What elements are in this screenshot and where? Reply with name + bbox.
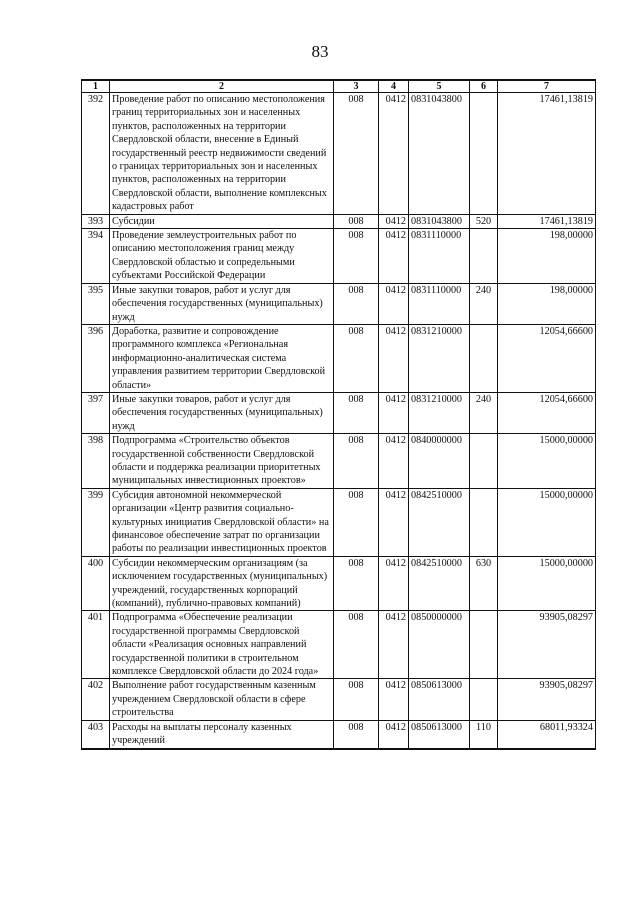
row-target-code: 0831043800 xyxy=(409,93,470,215)
row-name: Субсидии xyxy=(110,214,334,228)
row-target-code: 0842510000 xyxy=(409,556,470,611)
row-section-code: 0412 xyxy=(379,229,409,284)
row-ministry-code: 008 xyxy=(334,93,379,215)
table-row xyxy=(82,488,596,556)
row-expense-type xyxy=(470,611,498,679)
row-number: 401 xyxy=(82,611,110,679)
row-section-code: 0412 xyxy=(379,679,409,720)
row-number: 393 xyxy=(82,214,110,228)
row-name: Проведение работ по описанию местоположения границ территориальных зон и населенных пунктов, расположенных на территории Свердловской области, внесение в Единый государственный реестр недвижимости сведений о границах территориальных зон и населенных пунктов, расположенных на территории Свердловской области, выполнение комплексных кадастровых работ xyxy=(110,93,334,215)
row-amount: 198,00000 xyxy=(498,283,596,324)
row-number: 399 xyxy=(82,488,110,556)
row-ministry-code: 008 xyxy=(334,556,379,611)
row-target-code: 0831210000 xyxy=(409,324,470,392)
row-target-code: 0850613000 xyxy=(409,720,470,748)
row-ministry-code: 008 xyxy=(334,392,379,433)
row-target-code: 0831043800 xyxy=(409,214,470,228)
row-amount: 17461,13819 xyxy=(498,214,596,228)
table-row xyxy=(82,556,596,611)
row-section-code: 0412 xyxy=(379,488,409,556)
row-ministry-code: 008 xyxy=(334,229,379,284)
row-amount: 12054,66600 xyxy=(498,324,596,392)
row-number: 403 xyxy=(82,720,110,748)
row-target-code: 0831210000 xyxy=(409,392,470,433)
table-row xyxy=(82,611,596,679)
row-target-code: 0842510000 xyxy=(409,488,470,556)
table-row xyxy=(82,679,596,720)
page-number: 83 xyxy=(311,42,329,61)
row-target-code: 0850000000 xyxy=(409,611,470,679)
row-expense-type xyxy=(470,679,498,720)
row-section-code: 0412 xyxy=(379,214,409,228)
row-section-code: 0412 xyxy=(379,93,409,215)
row-name: Доработка, развитие и сопровождение программного комплекса «Региональная информационно-аналитическая система управления развитием территории Свердловской области» xyxy=(110,324,334,392)
row-target-code: 0831110000 xyxy=(409,229,470,284)
row-amount: 17461,13819 xyxy=(498,93,596,215)
table-row xyxy=(82,229,596,284)
row-ministry-code: 008 xyxy=(334,214,379,228)
row-ministry-code: 008 xyxy=(334,434,379,489)
row-name: Расходы на выплаты персоналу казенных учреждений xyxy=(110,720,334,748)
budget-table xyxy=(81,79,596,750)
row-expense-type: 240 xyxy=(470,392,498,433)
row-amount: 68011,93324 xyxy=(498,720,596,748)
row-number: 396 xyxy=(82,324,110,392)
table-row xyxy=(82,283,596,324)
row-section-code: 0412 xyxy=(379,434,409,489)
row-expense-type: 630 xyxy=(470,556,498,611)
row-number: 400 xyxy=(82,556,110,611)
row-expense-type xyxy=(470,434,498,489)
row-expense-type: 110 xyxy=(470,720,498,748)
row-number: 402 xyxy=(82,679,110,720)
row-ministry-code: 008 xyxy=(334,679,379,720)
table-row xyxy=(82,214,596,228)
row-expense-type xyxy=(470,324,498,392)
header-col-3: 3 xyxy=(334,80,379,93)
row-ministry-code: 008 xyxy=(334,488,379,556)
row-section-code: 0412 xyxy=(379,720,409,748)
row-expense-type xyxy=(470,488,498,556)
row-section-code: 0412 xyxy=(379,324,409,392)
table-row xyxy=(82,392,596,433)
header-col-7: 7 xyxy=(498,80,596,93)
row-ministry-code: 008 xyxy=(334,324,379,392)
header-row xyxy=(82,80,596,93)
row-expense-type xyxy=(470,93,498,215)
row-target-code: 0831110000 xyxy=(409,283,470,324)
row-amount: 15000,00000 xyxy=(498,434,596,489)
row-number: 394 xyxy=(82,229,110,284)
row-name: Иные закупки товаров, работ и услуг для обеспечения государственных (муниципальных) нужд xyxy=(110,283,334,324)
row-amount: 15000,00000 xyxy=(498,556,596,611)
row-number: 395 xyxy=(82,283,110,324)
row-amount: 15000,00000 xyxy=(498,488,596,556)
row-target-code: 0850613000 xyxy=(409,679,470,720)
row-name: Проведение землеустроительных работ по описанию местоположения границ между Свердловской областью и сопредельными субъектами Российской Федерации xyxy=(110,229,334,284)
row-amount: 198,00000 xyxy=(498,229,596,284)
header-col-1: 1 xyxy=(82,80,110,93)
row-amount: 12054,66600 xyxy=(498,392,596,433)
row-target-code: 0840000000 xyxy=(409,434,470,489)
table-row xyxy=(82,720,596,748)
row-number: 392 xyxy=(82,93,110,215)
table-row xyxy=(82,434,596,489)
header-col-2: 2 xyxy=(110,80,334,93)
row-name: Иные закупки товаров, работ и услуг для обеспечения государственных (муниципальных) нужд xyxy=(110,392,334,433)
row-amount: 93905,08297 xyxy=(498,679,596,720)
row-expense-type: 520 xyxy=(470,214,498,228)
row-number: 397 xyxy=(82,392,110,433)
row-ministry-code: 008 xyxy=(334,283,379,324)
row-section-code: 0412 xyxy=(379,392,409,433)
row-name: Подпрограмма «Обеспечение реализации государственной программы Свердловской области «Реализация основных направлений государственной политики в строительном комплексе Свердловской области до 2024 года» xyxy=(110,611,334,679)
row-amount: 93905,08297 xyxy=(498,611,596,679)
header-col-4: 4 xyxy=(379,80,409,93)
row-section-code: 0412 xyxy=(379,611,409,679)
row-ministry-code: 008 xyxy=(334,720,379,748)
row-name: Субсидия автономной некоммерческой организации «Центр развития социально-культурных инициатив Свердловской области» на финансовое обеспечение затрат по организации работы по реализации инвестиционных проектов xyxy=(110,488,334,556)
row-expense-type: 240 xyxy=(470,283,498,324)
header-col-5: 5 xyxy=(409,80,470,93)
row-name: Подпрограмма «Строительство объектов государственной собственности Свердловской области и поддержка реализации приоритетных муниципальных инвестиционных проектов» xyxy=(110,434,334,489)
row-section-code: 0412 xyxy=(379,556,409,611)
table-row xyxy=(82,93,596,215)
row-name: Субсидии некоммерческим организациям (за исключением государственных (муниципальных) учреждений, государственных корпораций (компаний), публично-правовых компаний) xyxy=(110,556,334,611)
row-name: Выполнение работ государственным казенным учреждением Свердловской области в сфере строительства xyxy=(110,679,334,720)
row-ministry-code: 008 xyxy=(334,611,379,679)
row-expense-type xyxy=(470,229,498,284)
row-section-code: 0412 xyxy=(379,283,409,324)
row-number: 398 xyxy=(82,434,110,489)
table-row xyxy=(82,324,596,392)
header-col-6: 6 xyxy=(470,80,498,93)
